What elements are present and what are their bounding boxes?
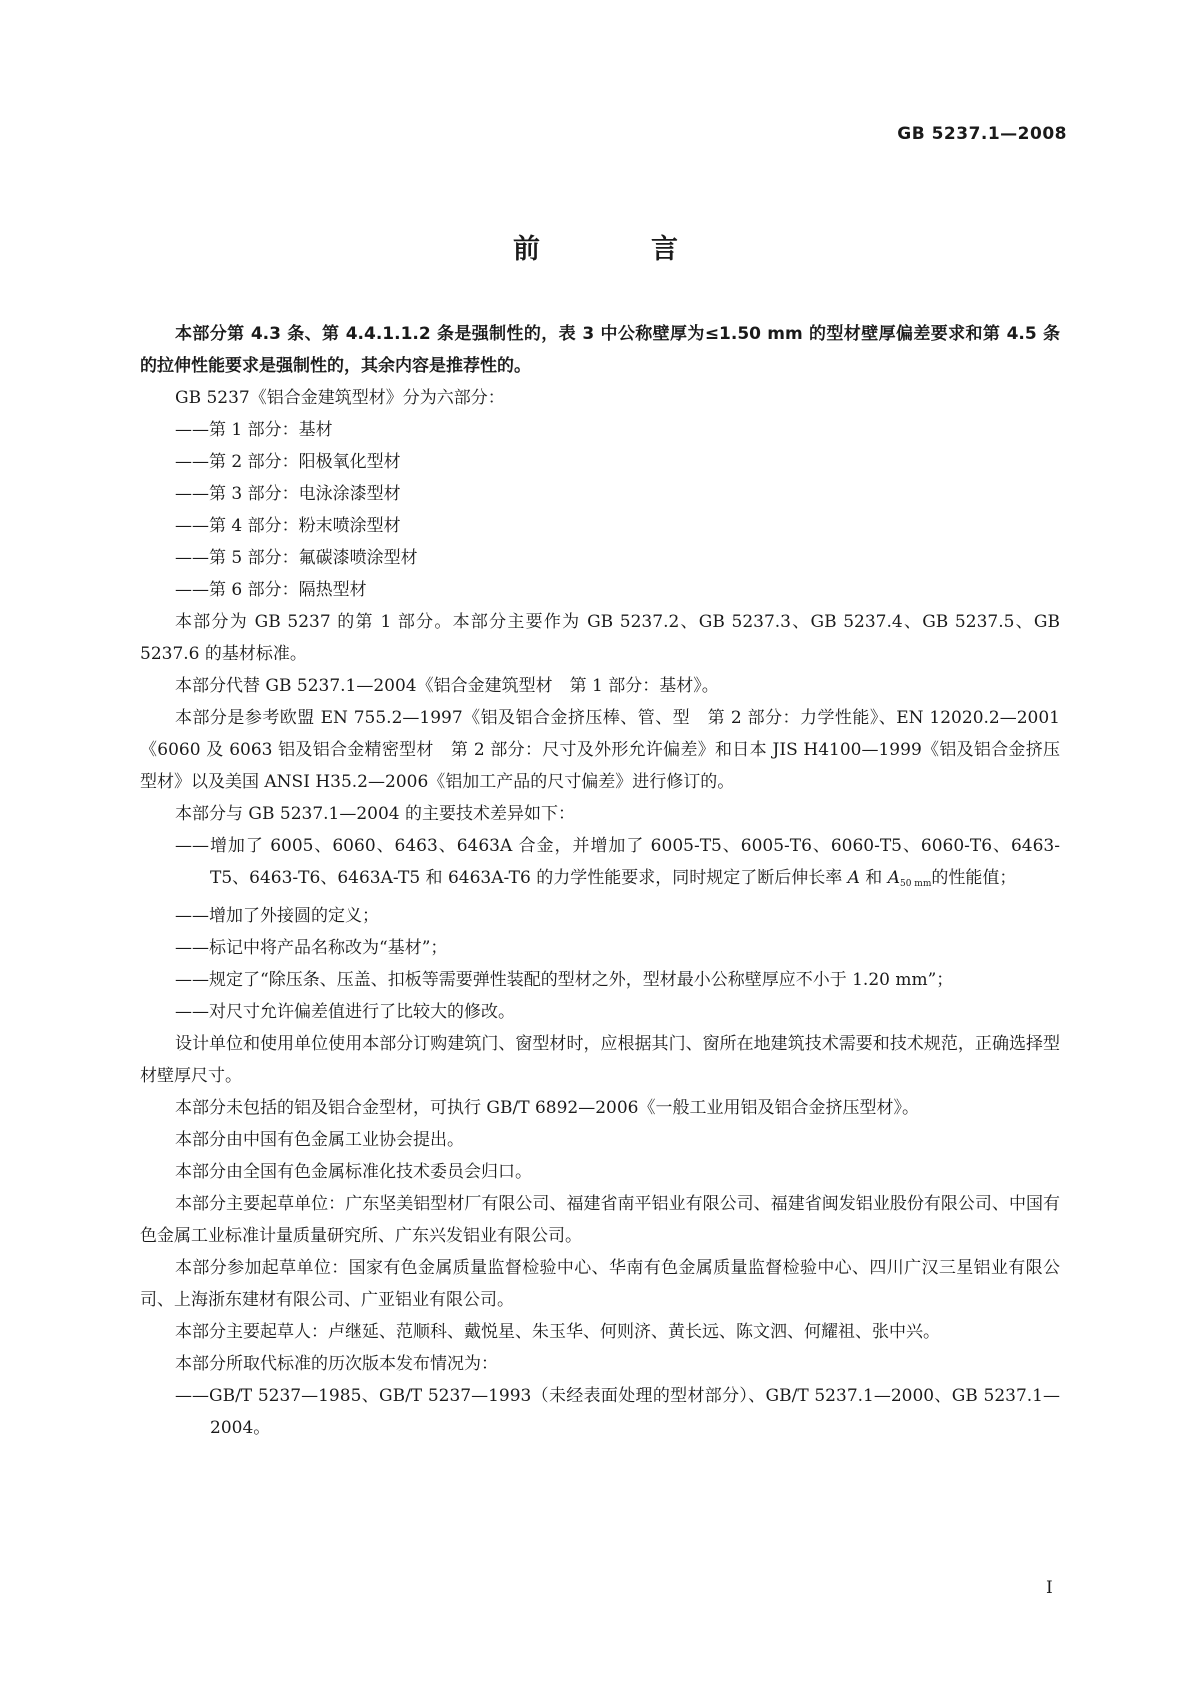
not-included-paragraph: 本部分未包括的铝及铝合金型材，可执行 GB/T 6892—2006《一般工业用铝及铝合金挤压型材》。 [175,1098,919,1118]
difference-text: ——增加了 6005、6060、6463、6463A 合金，并增加了 6005-T5、6005-T6、6060-T5、6060-T6、6463-T5、6463-T6、6463A-T5 和 6463A-T6 的力学性能要求，同时规定了断后伸长率 [175,836,1060,888]
elongation-symbol: A [847,868,860,888]
differences-intro: 本部分与 GB 5237.1—2004 的主要技术差异如下： [175,804,576,824]
difference-item: ——增加了外接圆的定义； [175,906,379,926]
difference-item: ——对尺寸允许偏差值进行了比较大的修改。 [175,1002,515,1022]
page-number: I [1046,1578,1053,1598]
part-item: ——第 3 部分：电泳涂漆型材 [175,484,401,504]
history-item: ——GB/T 5237—1985、GB/T 5237—1993（未经表面处理的型材部分）、GB/T 5237.1—2000、GB 5237.1—2004。 [175,1386,1060,1438]
main-drafters: 本部分主要起草人：卢继延、范顺科、戴悦星、朱玉华、何则济、黄长远、陈文泗、何耀祖、张中兴。 [175,1322,940,1342]
reference-paragraph: 本部分是参考欧盟 EN 755.2—1997《铝及铝合金挤压棒、管、型 第 2 部分：力学性能》、EN 12020.2—2001《6060 及 6063 铝及铝合金精密型材 第 2 部分：尺寸及外形允许偏差》和日本 JIS H4100—1999《铝及铝合金挤压型材》以及美国 ANSI H35.2—2006《铝加工产品的尺寸偏差》进行修订的。 [140,708,1060,792]
difference-and: 和 [859,868,888,888]
proposed-by-paragraph: 本部分由中国有色金属工业协会提出。 [175,1130,464,1150]
history-intro: 本部分所取代标准的历次版本发布情况为： [175,1354,498,1374]
design-paragraph: 设计单位和使用单位使用本部分订购建筑门、窗型材时，应根据其门、窗所在地建筑技术需要和技术规范，正确选择型材壁厚尺寸。 [140,1034,1060,1086]
difference-item: ——标记中将产品名称改为“基材”； [175,938,448,958]
elongation-subscript: 50 mm [899,879,932,889]
foreword-body [140,318,1060,1444]
part-item: ——第 1 部分：基材 [175,420,333,440]
part-item: ——第 5 部分：氟碳漆喷涂型材 [175,548,418,568]
elongation-50mm-symbol: A [887,868,900,888]
first-part-paragraph: 本部分为 GB 5237 的第 1 部分。本部分主要作为 GB 5237.2、GB 5237.3、GB 5237.4、GB 5237.5、GB 5237.6 的基材标准。 [140,612,1060,664]
participating-units: 本部分参加起草单位：国家有色金属质量监督检验中心、华南有色金属质量监督检验中心、四川广汉三星铝业有限公司、上海浙东建材有限公司、广亚铝业有限公司。 [140,1258,1060,1310]
page-title: 前 言 [513,234,720,265]
difference-tail: 的性能值； [931,868,1017,888]
mandatory-clause-paragraph: 本部分第 4.3 条、第 4.4.1.1.2 条是强制性的，表 3 中公称壁厚为≤1.50 mm 的型材壁厚偏差要求和第 4.5 条的拉伸性能要求是强制性的，其余内容是推荐性的。 [140,324,1060,376]
centralized-paragraph: 本部分由全国有色金属标准化技术委员会归口。 [175,1162,532,1182]
replaces-paragraph: 本部分代替 GB 5237.1—2004《铝合金建筑型材 第 1 部分：基材》。 [175,676,719,696]
difference-item: ——规定了“除压条、压盖、扣板等需要弹性装配的型材之外，型材最小公称壁厚应不小于 1.20 mm”； [175,970,954,990]
part-item: ——第 2 部分：阳极氧化型材 [175,452,401,472]
part-item: ——第 6 部分：隔热型材 [175,580,367,600]
standard-code: GB 5237.1—2008 [897,124,1067,144]
main-drafting-units: 本部分主要起草单位：广东坚美铝型材厂有限公司、福建省南平铝业有限公司、福建省闽发铝业股份有限公司、中国有色金属工业标准计量质量研究所、广东兴发铝业有限公司。 [140,1194,1060,1246]
divided-paragraph: GB 5237《铝合金建筑型材》分为六部分： [175,388,505,408]
difference-item [140,830,1060,900]
part-item: ——第 4 部分：粉末喷涂型材 [175,516,401,536]
